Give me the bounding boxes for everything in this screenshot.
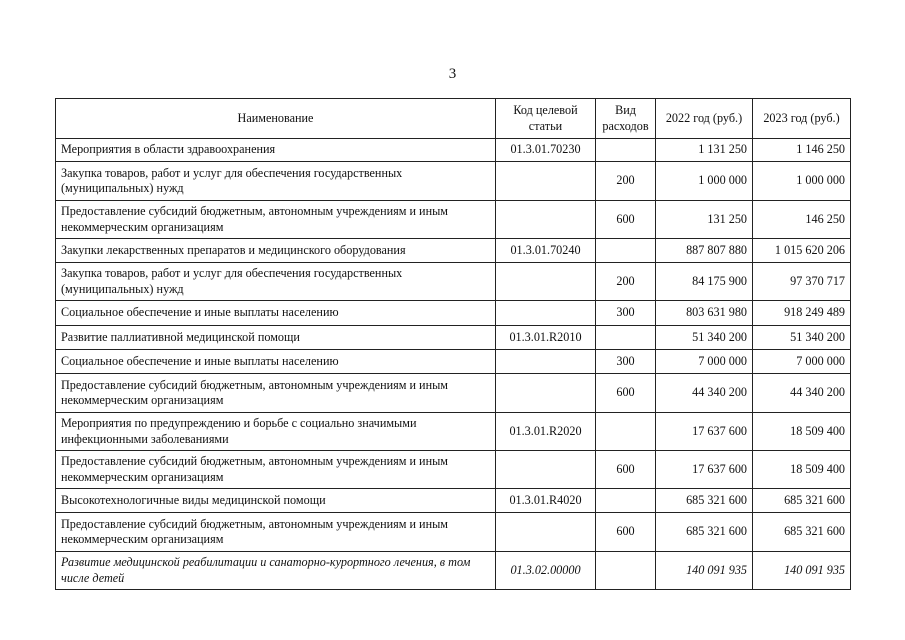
row-name: Предоставление субсидий бюджетным, автономным учреждениям и иным некоммерческим организациям bbox=[56, 374, 496, 413]
row-name: Развитие паллиативной медицинской помощи bbox=[56, 326, 496, 350]
table-row bbox=[56, 374, 851, 413]
row-name: Закупка товаров, работ и услуг для обеспечения государственных (муниципальных) нужд bbox=[56, 263, 496, 301]
row-2023: 97 370 717 bbox=[753, 263, 851, 301]
row-2022: 685 321 600 bbox=[656, 513, 753, 552]
row-type: 600 bbox=[596, 201, 656, 239]
table-row bbox=[56, 413, 851, 451]
row-2023: 7 000 000 bbox=[753, 350, 851, 374]
row-type bbox=[596, 139, 656, 162]
row-type bbox=[596, 326, 656, 350]
row-name: Социальное обеспечение и иные выплаты населению bbox=[56, 301, 496, 326]
row-2022: 685 321 600 bbox=[656, 489, 753, 513]
row-code bbox=[496, 350, 596, 374]
row-2022: 7 000 000 bbox=[656, 350, 753, 374]
row-2023: 140 091 935 bbox=[753, 552, 851, 590]
table-row bbox=[56, 263, 851, 301]
table-row bbox=[56, 350, 851, 374]
row-code: 01.3.01.R2010 bbox=[496, 326, 596, 350]
row-code: 01.3.01.R2020 bbox=[496, 413, 596, 451]
row-code bbox=[496, 301, 596, 326]
row-code: 01.3.01.R4020 bbox=[496, 489, 596, 513]
row-name: Развитие медицинской реабилитации и санаторно-курортного лечения, в том числе детей bbox=[56, 552, 496, 590]
row-code: 01.3.01.70240 bbox=[496, 239, 596, 263]
row-type: 200 bbox=[596, 263, 656, 301]
row-type: 600 bbox=[596, 374, 656, 413]
row-2022: 887 807 880 bbox=[656, 239, 753, 263]
row-2023: 685 321 600 bbox=[753, 513, 851, 552]
header-code: Код целевой статьи bbox=[496, 99, 596, 139]
row-2023: 44 340 200 bbox=[753, 374, 851, 413]
row-code: 01.3.01.70230 bbox=[496, 139, 596, 162]
table-row bbox=[56, 513, 851, 552]
row-code bbox=[496, 263, 596, 301]
row-2023: 685 321 600 bbox=[753, 489, 851, 513]
row-name: Социальное обеспечение и иные выплаты населению bbox=[56, 350, 496, 374]
row-type bbox=[596, 413, 656, 451]
row-2022: 131 250 bbox=[656, 201, 753, 239]
header-2023: 2023 год (руб.) bbox=[753, 99, 851, 139]
budget-table bbox=[55, 98, 851, 590]
row-2022: 17 637 600 bbox=[656, 413, 753, 451]
row-code bbox=[496, 201, 596, 239]
row-name: Предоставление субсидий бюджетным, автономным учреждениям и иным некоммерческим организациям bbox=[56, 513, 496, 552]
table-row bbox=[56, 451, 851, 489]
table-row bbox=[56, 201, 851, 239]
row-type: 300 bbox=[596, 301, 656, 326]
row-type bbox=[596, 552, 656, 590]
row-2023: 1 146 250 bbox=[753, 139, 851, 162]
row-2023: 146 250 bbox=[753, 201, 851, 239]
row-type: 600 bbox=[596, 513, 656, 552]
row-code bbox=[496, 162, 596, 201]
header-name: Наименование bbox=[56, 99, 496, 139]
row-type: 600 bbox=[596, 451, 656, 489]
row-name: Предоставление субсидий бюджетным, автономным учреждениям и иным некоммерческим организациям bbox=[56, 201, 496, 239]
row-code: 01.3.02.00000 bbox=[496, 552, 596, 590]
table-row bbox=[56, 552, 851, 590]
row-2023: 1 015 620 206 bbox=[753, 239, 851, 263]
table-header-row bbox=[56, 99, 851, 139]
table-row bbox=[56, 139, 851, 162]
table-row bbox=[56, 162, 851, 201]
row-2023: 18 509 400 bbox=[753, 413, 851, 451]
row-2022: 140 091 935 bbox=[656, 552, 753, 590]
row-2023: 18 509 400 bbox=[753, 451, 851, 489]
row-name: Предоставление субсидий бюджетным, автономным учреждениям и иным некоммерческим организациям bbox=[56, 451, 496, 489]
row-2023: 1 000 000 bbox=[753, 162, 851, 201]
row-code bbox=[496, 451, 596, 489]
row-type bbox=[596, 489, 656, 513]
table-row bbox=[56, 239, 851, 263]
row-2022: 84 175 900 bbox=[656, 263, 753, 301]
row-2022: 1 000 000 bbox=[656, 162, 753, 201]
table-row bbox=[56, 489, 851, 513]
row-code bbox=[496, 513, 596, 552]
row-type bbox=[596, 239, 656, 263]
table-row bbox=[56, 326, 851, 350]
row-2022: 17 637 600 bbox=[656, 451, 753, 489]
row-name: Мероприятия в области здравоохранения bbox=[56, 139, 496, 162]
row-2023: 51 340 200 bbox=[753, 326, 851, 350]
row-name: Высокотехнологичные виды медицинской помощи bbox=[56, 489, 496, 513]
row-2023: 918 249 489 bbox=[753, 301, 851, 326]
row-name: Мероприятия по предупреждению и борьбе с социально значимыми инфекционными заболеваниями bbox=[56, 413, 496, 451]
row-2022: 1 131 250 bbox=[656, 139, 753, 162]
row-type: 300 bbox=[596, 350, 656, 374]
row-2022: 803 631 980 bbox=[656, 301, 753, 326]
row-name: Закупка товаров, работ и услуг для обеспечения государственных (муниципальных) нужд bbox=[56, 162, 496, 201]
row-type: 200 bbox=[596, 162, 656, 201]
header-2022: 2022 год (руб.) bbox=[656, 99, 753, 139]
row-2022: 51 340 200 bbox=[656, 326, 753, 350]
row-name: Закупки лекарственных препаратов и медицинского оборудования bbox=[56, 239, 496, 263]
header-type: Вид расходов bbox=[596, 99, 656, 139]
table-row bbox=[56, 301, 851, 326]
row-code bbox=[496, 374, 596, 413]
row-2022: 44 340 200 bbox=[656, 374, 753, 413]
page-number: 3 bbox=[448, 66, 457, 82]
